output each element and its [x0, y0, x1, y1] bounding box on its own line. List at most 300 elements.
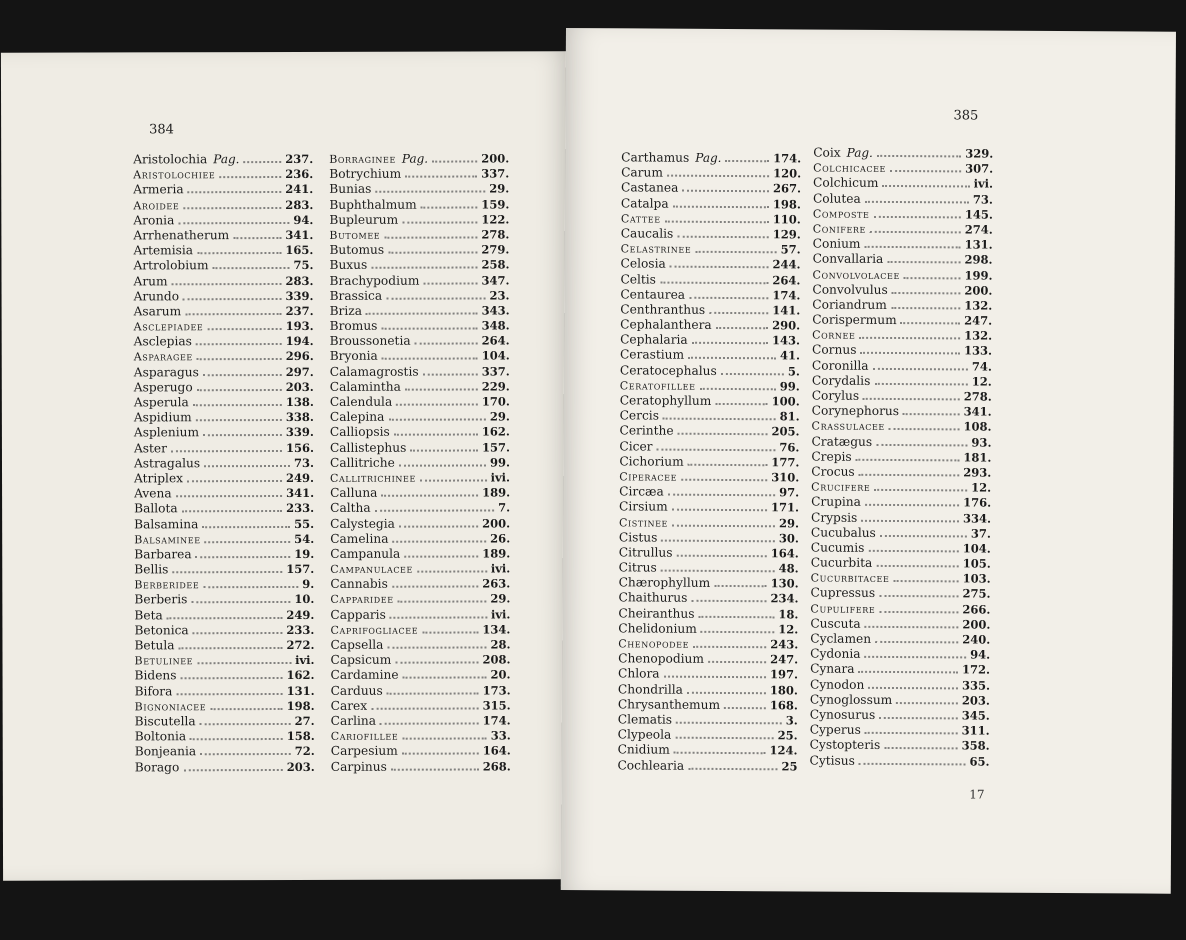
index-entry [620, 272, 800, 288]
entry-page: 197. [769, 667, 799, 682]
index-column [809, 146, 993, 770]
entry-name: Conium [812, 236, 861, 251]
entry-name: Cnidium [617, 742, 670, 757]
dot-leader [891, 307, 960, 309]
dot-leader [859, 762, 966, 765]
entry-name: Arum [133, 273, 168, 288]
index-entry [331, 759, 511, 775]
index-entry [621, 150, 801, 166]
entry-page: 290. [772, 318, 801, 333]
entry-page: 177. [771, 455, 800, 470]
entry-name: Cucurbita [810, 555, 873, 570]
entry-name: Cirsium [619, 499, 668, 514]
entry-page: 26. [490, 531, 511, 546]
index-entry [133, 152, 313, 168]
index-entry [133, 243, 313, 259]
entry-name: Asparagus [133, 364, 199, 380]
entry-page: 3. [785, 713, 798, 728]
entry-page: 203. [961, 693, 990, 708]
entry-page: 229. [481, 379, 510, 394]
dot-leader [402, 738, 486, 740]
dot-leader [405, 388, 478, 390]
dot-leader [388, 252, 477, 254]
index-entry [810, 662, 990, 678]
dot-leader [708, 661, 766, 663]
entry-page: 25 [781, 758, 798, 773]
entry-page: 293. [963, 465, 992, 480]
index-entry [134, 532, 314, 548]
entry-name: Cephalaria [620, 332, 688, 347]
entry-page: 138. [285, 394, 314, 410]
dot-leader [863, 398, 960, 401]
entry-page: 174. [772, 287, 801, 303]
entry-page: 170. [481, 394, 510, 409]
index-entry [331, 729, 511, 745]
entry-name: Chenopodee [618, 637, 690, 651]
dot-leader [381, 328, 477, 330]
index-entry [813, 252, 993, 268]
entry-name: Cariofillee [330, 729, 399, 744]
entry-page: 358. [961, 738, 990, 753]
index-entry [813, 206, 993, 222]
index-entry [330, 288, 510, 304]
entry-page: 129. [772, 227, 801, 242]
index-entry [331, 713, 511, 729]
dot-leader [181, 677, 283, 679]
dot-leader [432, 160, 477, 162]
entry-page: 159. [481, 196, 510, 212]
entry-name: Celosia [620, 256, 666, 271]
entry-page: 162. [481, 424, 510, 439]
dot-leader [403, 677, 487, 679]
entry-name: Crupina [811, 494, 861, 510]
dot-leader [691, 600, 766, 602]
index-entry [618, 606, 798, 622]
index-entry [619, 515, 799, 531]
index-entry [619, 530, 799, 546]
entry-page: 258. [481, 257, 510, 272]
entry-name: Barbarea [134, 547, 192, 562]
entry-page: 23. [489, 288, 510, 303]
dot-leader [197, 662, 291, 664]
dot-leader [402, 221, 477, 223]
dot-leader [207, 328, 281, 330]
entry-page: 28. [490, 637, 511, 652]
entry-name: Corynephorus [811, 403, 900, 419]
entry-page: 241. [285, 182, 314, 197]
entry-page: 263. [482, 576, 511, 591]
entry-page: 55. [294, 516, 315, 531]
entry-name: Asperugo [133, 380, 193, 395]
dot-leader [193, 632, 283, 634]
entry-name: Cytisus [809, 753, 855, 768]
index-entry [619, 454, 799, 470]
entry-name: Coronilla [811, 358, 869, 373]
entry-page: 81. [779, 409, 800, 424]
entry-name: Capsicum [330, 652, 392, 668]
index-entry [810, 723, 990, 739]
dot-leader [421, 206, 478, 208]
entry-page: 73. [972, 192, 994, 207]
index-entry [134, 289, 314, 305]
entry-name: Ballota [134, 501, 178, 516]
dot-leader [203, 586, 298, 588]
dot-leader [698, 615, 774, 617]
entry-name: Callitriche [329, 455, 395, 470]
dot-leader [387, 692, 479, 694]
entry-page: 141. [772, 303, 801, 318]
dot-leader [889, 428, 960, 430]
entry-name: Cynara [810, 661, 855, 677]
dot-leader [197, 389, 282, 391]
index-entry [134, 516, 314, 532]
index-entry [329, 243, 509, 259]
index-entry [810, 677, 990, 693]
entry-page: 297. [285, 364, 314, 379]
index-entry [329, 273, 509, 289]
entry-name: Circæa [619, 484, 664, 499]
entry-name: Colchicacee [813, 161, 887, 176]
index-entry [619, 545, 799, 561]
index-entry [811, 495, 991, 511]
dot-leader [875, 641, 958, 644]
entry-name: Coriandrum [812, 297, 887, 312]
index-entry [330, 637, 510, 653]
entry-name: Crocus [811, 464, 855, 479]
entry-page: 57. [780, 242, 801, 257]
dot-leader [185, 313, 281, 315]
index-entry [135, 759, 315, 775]
entry-page: 120. [773, 166, 802, 181]
entry-name: Artemisia [133, 243, 194, 258]
index-entry [134, 562, 314, 578]
index-entry [621, 226, 801, 242]
dot-leader [375, 191, 485, 193]
index-entry [619, 439, 799, 455]
entry-page: 307. [965, 161, 994, 176]
entry-page: 25. [777, 728, 798, 743]
entry-page: 72. [294, 744, 315, 759]
entry-name: Ciperacee [619, 470, 678, 484]
index-entry [811, 434, 991, 450]
index-entry [620, 333, 800, 349]
index-entry [134, 349, 314, 365]
dot-leader [674, 752, 766, 755]
dot-leader [687, 691, 766, 693]
index-entry [330, 394, 510, 410]
index-entry [330, 592, 510, 608]
entry-name: Cornee [812, 328, 856, 343]
entry-name: Ceratophyllum [619, 393, 712, 408]
entry-name: Betonica [134, 623, 189, 638]
index-entry [134, 501, 314, 517]
entry-page: 105. [962, 556, 991, 571]
entry-name: Coix [813, 145, 841, 160]
entry-name: Bromus [329, 318, 378, 333]
entry-page: 278. [481, 227, 510, 242]
index-entry [811, 480, 991, 496]
dot-leader [380, 722, 479, 724]
entry-page: 203. [286, 759, 315, 774]
index-entry [618, 743, 798, 759]
entry-page: 29. [489, 409, 510, 424]
entry-name: Artrolobium [133, 258, 209, 273]
entry-page: 93. [971, 435, 992, 450]
index-entry [620, 363, 800, 379]
dot-leader [399, 525, 478, 527]
entry-page: 20. [490, 667, 511, 682]
entry-page: 18. [778, 606, 799, 622]
entry-name: Chondrilla [617, 681, 683, 697]
entry-page: 12. [971, 480, 992, 495]
entry-page: 94. [970, 647, 991, 662]
dot-leader [688, 464, 768, 466]
entry-page: 200. [481, 151, 510, 166]
entry-name: Cydonia [810, 646, 861, 661]
entry-name: Campanulacee [330, 562, 413, 576]
index-entry [618, 697, 798, 713]
index-entry [620, 393, 800, 409]
entry-page: 198. [286, 698, 315, 713]
entry-page: 143. [772, 333, 801, 348]
entry-page: 189. [482, 485, 511, 500]
entry-name: Butomus [329, 242, 385, 258]
index-entry [133, 197, 313, 213]
dot-leader [873, 368, 968, 371]
dot-leader [382, 358, 478, 360]
entry-name: Carthamus [621, 150, 690, 165]
entry-page: 172. [962, 662, 991, 677]
index-entry [135, 699, 315, 715]
index-entry [134, 319, 314, 335]
entry-name: Carpesium [330, 744, 398, 759]
dot-leader [422, 631, 478, 633]
index-entry [330, 607, 510, 623]
entry-name: Celtis [620, 271, 657, 287]
index-entry [134, 486, 314, 502]
entry-name: Cistinee [618, 515, 669, 530]
dot-leader [721, 373, 784, 375]
entry-page: 338. [285, 410, 314, 425]
right-page [561, 28, 1176, 894]
entry-page: 41. [779, 348, 801, 363]
entry-page: 12. [971, 374, 992, 389]
dot-leader [183, 207, 281, 209]
dot-leader [903, 413, 960, 415]
dot-leader [196, 419, 282, 421]
entry-name: Callistephus [329, 440, 407, 455]
entry-name: Cratægus [811, 434, 873, 449]
dot-leader [398, 601, 487, 603]
entry-page: 240. [962, 632, 991, 647]
entry-name: Ceratofillee [619, 379, 696, 393]
index-entry [134, 456, 314, 472]
entry-page: 164. [770, 546, 799, 561]
dot-leader [865, 200, 969, 203]
entry-page: 341. [963, 404, 992, 419]
index-entry [620, 378, 800, 394]
entry-name: Convolvulus [812, 282, 888, 297]
entry-name: Butomee [329, 228, 381, 242]
dot-leader [415, 343, 478, 345]
entry-page: 341. [285, 227, 314, 242]
dot-leader [384, 236, 477, 238]
index-entry [330, 410, 510, 426]
dot-leader [390, 616, 487, 618]
index-entry [134, 638, 314, 654]
entry-page: 233. [286, 622, 315, 637]
entry-page: 30. [778, 530, 799, 546]
dot-leader [171, 450, 282, 452]
entry-name: Brachypodium [329, 273, 420, 288]
entry-name: Carduus [330, 683, 383, 698]
entry-page: ivi. [490, 561, 511, 576]
dot-leader [203, 374, 282, 376]
entry-name: Calendula [329, 394, 393, 409]
index-entry [329, 182, 509, 198]
dot-leader [887, 261, 960, 263]
entry-name: Buphthalmum [329, 197, 417, 212]
index-entry [619, 469, 799, 485]
entry-page: 37. [970, 526, 991, 541]
entry-page: 157. [481, 439, 510, 455]
dot-leader [183, 298, 282, 300]
entry-page: 348. [481, 318, 510, 333]
entry-name: Crassulacee [811, 419, 885, 434]
index-entry [809, 753, 989, 769]
entry-page: ivi. [490, 470, 511, 485]
dot-leader [663, 418, 776, 421]
entry-name: Colchicum [813, 175, 879, 191]
entry-name: Cynosurus [809, 707, 876, 722]
entry-name: Clypeola [617, 727, 672, 742]
index-entry [618, 712, 798, 728]
entry-page: 275. [962, 586, 991, 602]
entry-name: Chenopodium [618, 651, 705, 667]
entry-name: Corispermum [812, 312, 897, 328]
entry-page: 341. [286, 486, 315, 501]
entry-name: Buxus [329, 258, 368, 273]
dot-leader [670, 266, 769, 269]
entry-page: 266. [962, 602, 991, 617]
dot-leader [701, 631, 775, 633]
dot-leader [716, 327, 768, 329]
dot-leader [874, 489, 967, 492]
entry-name: Cupressus [810, 585, 876, 601]
dot-leader [879, 717, 958, 719]
entry-page: 347. [481, 272, 510, 287]
dot-leader [901, 322, 961, 324]
entry-name: Chaithurus [618, 590, 688, 606]
dot-leader [657, 448, 776, 451]
entry-name: Catalpa [620, 195, 669, 211]
entry-page: 29. [778, 515, 800, 530]
entry-page: 75. [293, 258, 314, 273]
entry-page: 94. [293, 212, 314, 227]
dot-leader [182, 510, 282, 512]
index-column [133, 152, 315, 775]
index-entry [812, 404, 992, 420]
index-entry [330, 379, 510, 395]
index-entry [621, 166, 801, 182]
entry-name: Arrhenatherum [133, 228, 230, 243]
dot-leader [675, 737, 773, 740]
entry-name: Caucalis [620, 226, 674, 241]
index-entry [812, 282, 992, 298]
dot-leader [873, 216, 960, 219]
entry-name: Cattee [620, 212, 661, 226]
index-entry [135, 714, 315, 730]
entry-page: 165. [285, 243, 314, 258]
index-entry [813, 191, 993, 207]
dot-leader [688, 357, 776, 360]
dot-leader [693, 646, 766, 648]
entry-page: 132. [964, 328, 993, 343]
entry-name: Cynoglossum [809, 692, 893, 707]
dot-leader [203, 434, 282, 436]
index-entry [330, 318, 510, 334]
index-entry [621, 211, 801, 227]
index-entry [620, 287, 800, 303]
entry-name: Botrychium [329, 166, 402, 182]
entry-name: Cyperus [809, 722, 861, 737]
index-entry [133, 273, 313, 289]
entry-page: 132. [964, 298, 993, 313]
entry-page: 131. [286, 683, 315, 698]
index-entry [812, 267, 992, 283]
entry-page: 247. [770, 652, 799, 667]
dot-leader [371, 267, 477, 269]
entry-name: Bryonia [329, 349, 378, 364]
dot-leader [176, 495, 282, 497]
entry-page: 208. [482, 652, 511, 667]
dot-leader [681, 479, 767, 482]
entry-name: Ceratocephalus [619, 362, 717, 378]
entry-page: ivi. [973, 176, 994, 191]
entry-name: Convallaria [812, 251, 884, 267]
entry-name: Corydalis [811, 373, 871, 388]
dot-leader [417, 571, 487, 573]
entry-name: Balsamina [134, 516, 199, 531]
entry-page: 339. [285, 288, 314, 303]
entry-name: Carpinus [330, 759, 387, 774]
index-entry [330, 470, 510, 486]
pag-label: Pag. [401, 151, 429, 166]
dot-leader [700, 388, 776, 390]
entry-name: Cucumis [810, 540, 865, 555]
entry-name: Aronia [133, 213, 175, 228]
dot-leader [864, 246, 960, 249]
entry-name: Beta [134, 607, 163, 623]
index-entry [330, 334, 510, 350]
dot-leader [865, 504, 959, 507]
index-entry [811, 510, 991, 526]
entry-name: Calamintha [329, 379, 401, 394]
entry-name: Clematis [617, 712, 673, 727]
entry-page: 133. [963, 343, 993, 359]
index-entry [329, 212, 509, 228]
entry-name: Carex [330, 698, 368, 713]
index-entry [812, 313, 992, 329]
entry-page: 73. [293, 455, 315, 470]
dot-leader [661, 570, 775, 573]
index-entry [810, 647, 990, 663]
dot-leader [394, 434, 478, 436]
index-entry [621, 196, 801, 212]
entry-page: 181. [963, 450, 992, 465]
index-entry [330, 303, 510, 319]
dot-leader [695, 251, 776, 253]
